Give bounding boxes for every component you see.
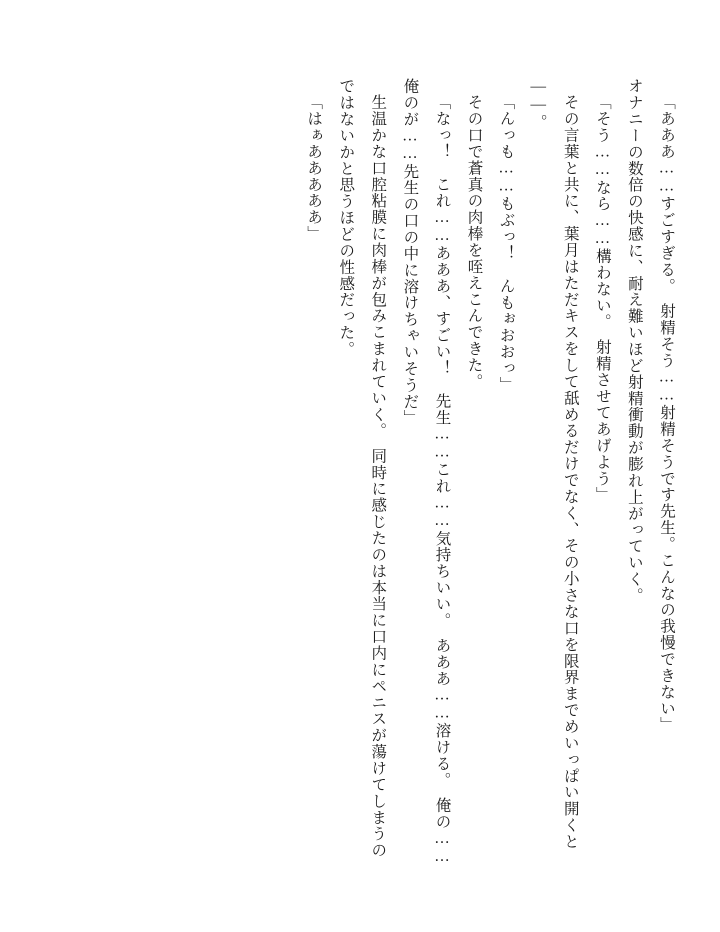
paragraph: その口で蒼真の肉棒を咥えこんできた。 bbox=[465, 93, 483, 390]
paragraph: 「なっ！ これ……あああ、すごい！ 先生……これ……気持ちいい。 あああ……溶ける。 俺の……俺のが……先生の口の中に溶けちゃいそうだ」 bbox=[401, 78, 451, 866]
vertical-text-body bbox=[62, 78, 682, 868]
paragraph: その言葉と共に、葉月はただキスをして舐めるだけでなく、その小さな口を限界までめいっぱい開くと――。 bbox=[529, 78, 579, 850]
paragraph: オナニーの数倍の快感に、耐え難いほど射精衝動が膨れ上がっていく。 bbox=[625, 78, 643, 604]
paragraph: 「んっも……もぶっ！ んもぉおおっ」 bbox=[497, 93, 515, 393]
paragraph: 「はぁあああああ」 bbox=[305, 93, 323, 242]
paragraph: 「そう……なら……構わない。 射精させてあげよう」 bbox=[593, 93, 611, 503]
paragraph: 生温かな口腔粘膜に肉棒が包みこまれていく。 同時に感じたのは本当に口内にペニスが蕩けてしまうのではないかと思うほどの性感だった。 bbox=[337, 78, 387, 858]
paragraph: 「あああ……すごすぎる。 射精そう……射精そうです先生。こんなの我慢できない」 bbox=[658, 93, 675, 733]
